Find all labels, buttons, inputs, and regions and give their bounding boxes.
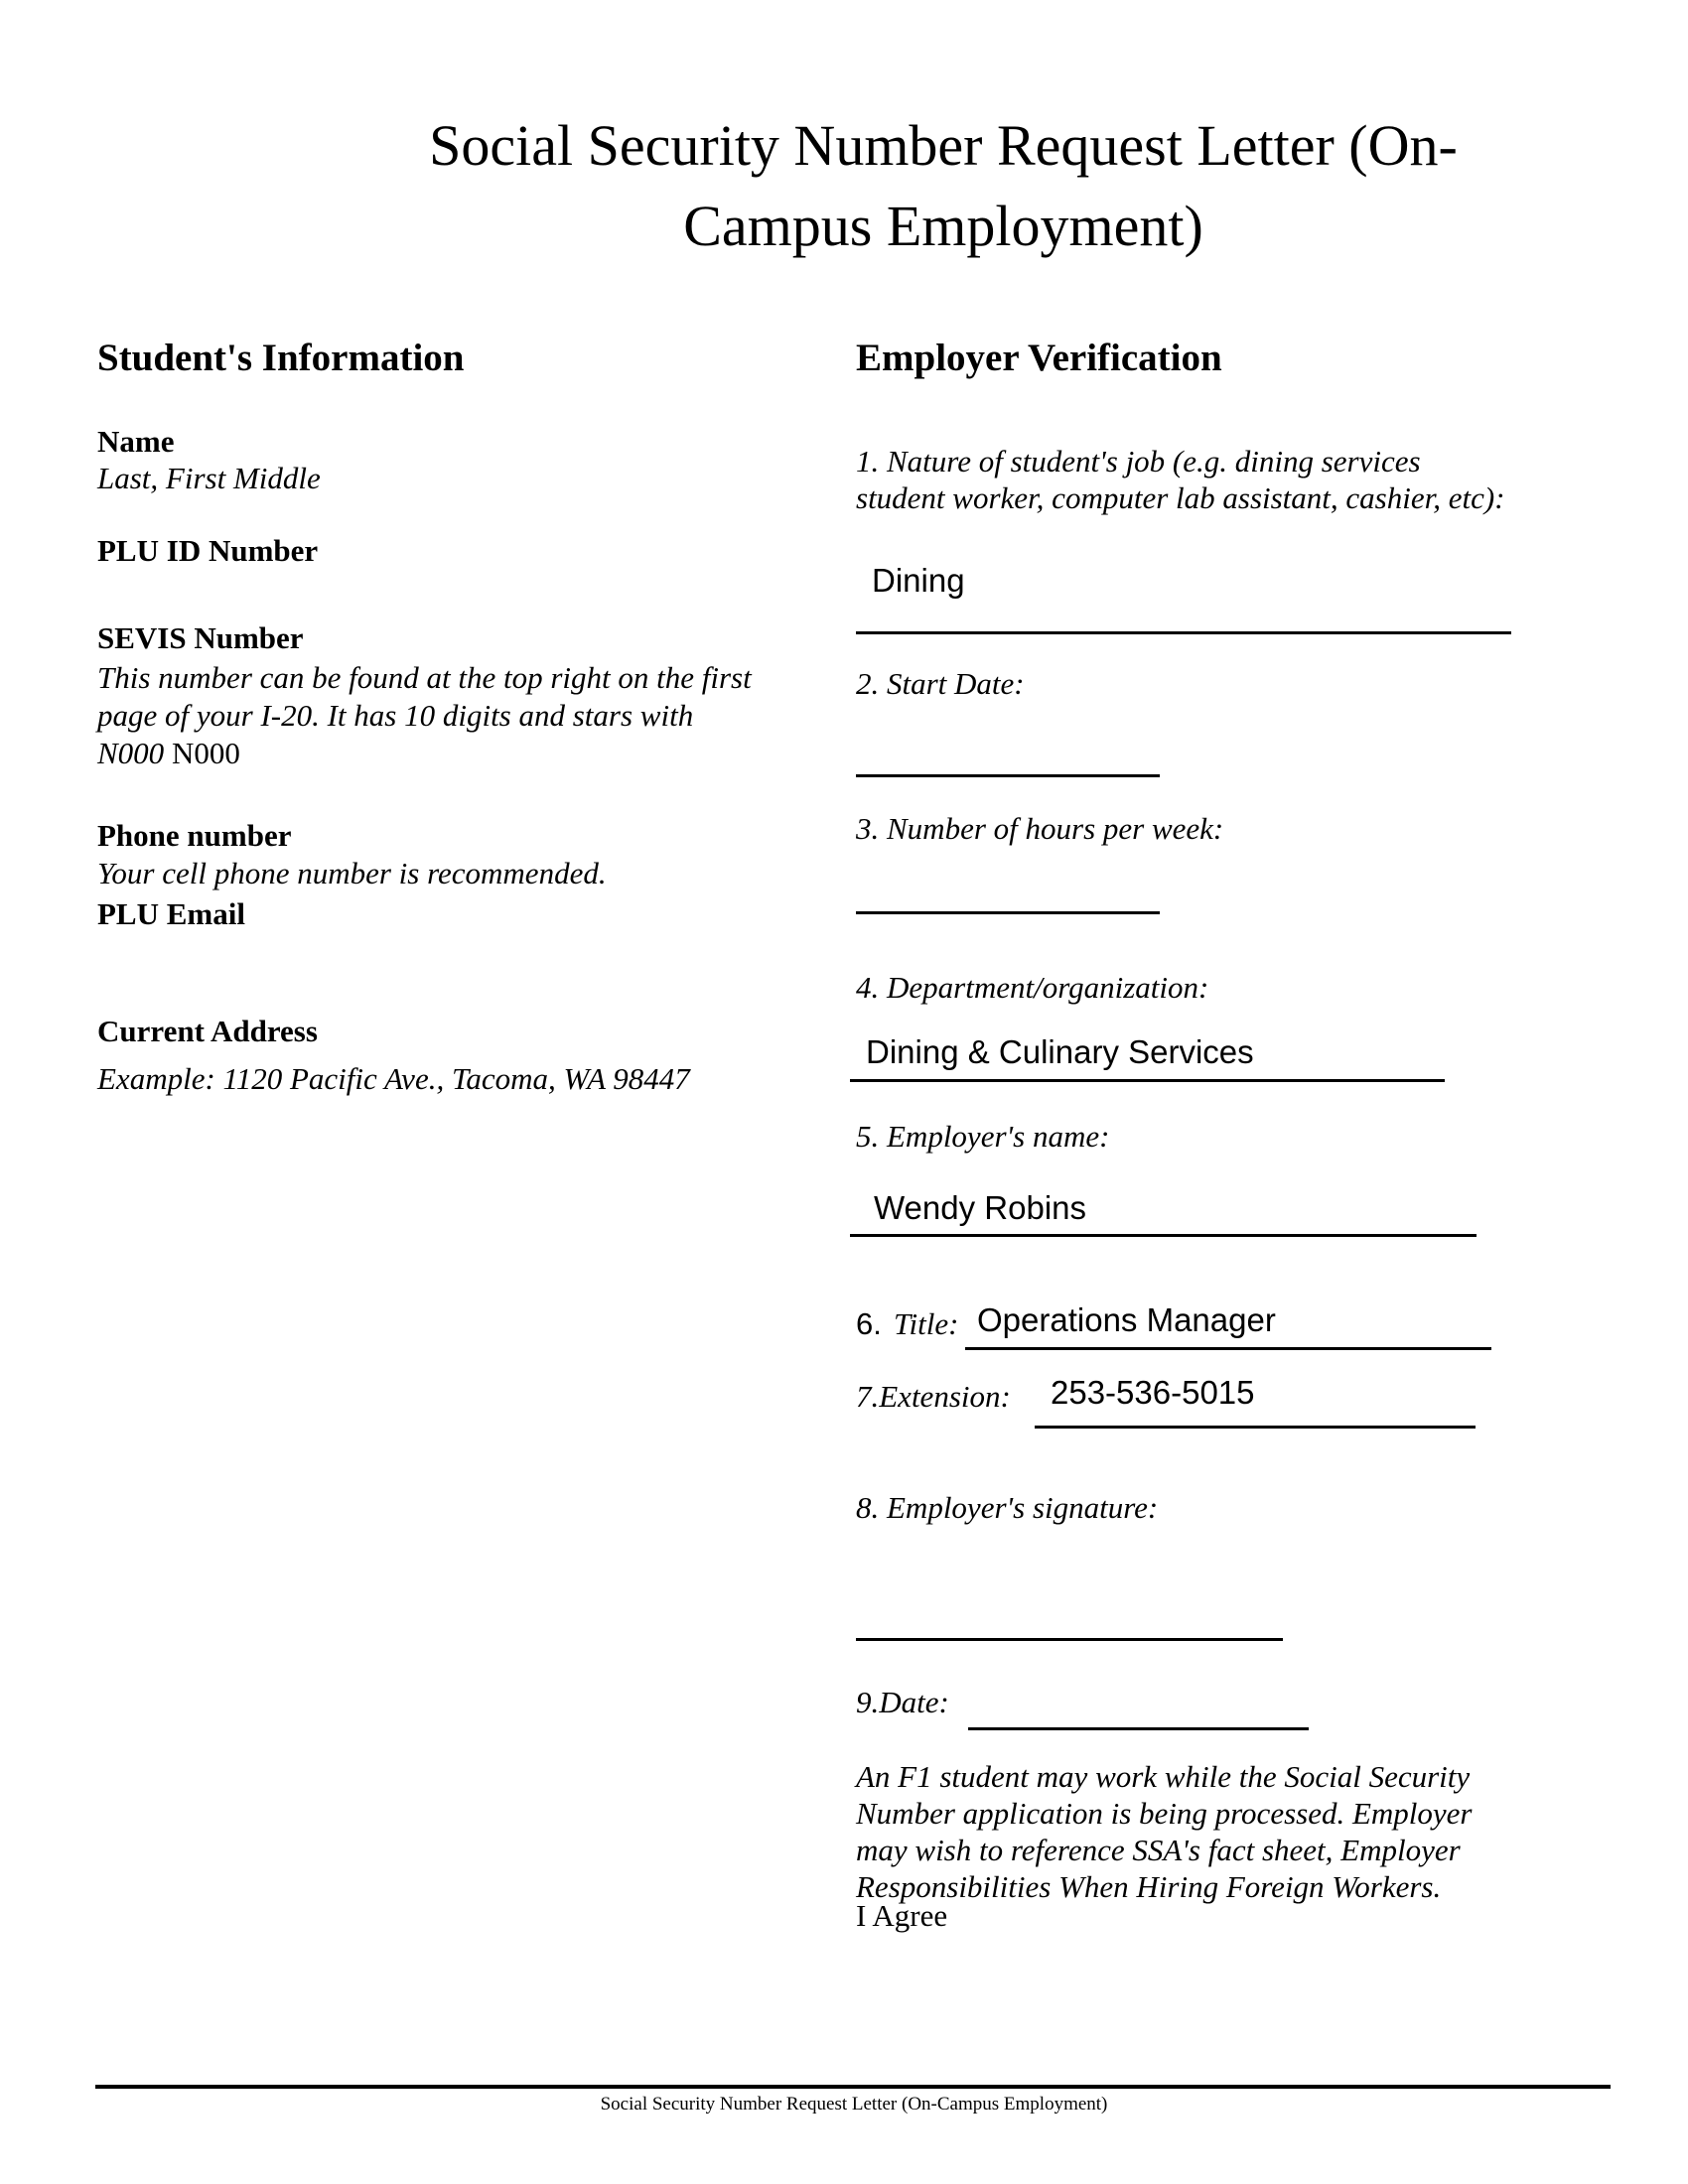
employer-section-heading: Employer Verification bbox=[856, 337, 1222, 379]
q8-signature-line[interactable] bbox=[856, 1638, 1283, 1641]
page-title-line1: Social Security Number Request Letter (On- bbox=[429, 113, 1458, 178]
plu-email-label: PLU Email bbox=[97, 896, 245, 931]
note-line2: Number application is being processed. Employer bbox=[856, 1796, 1473, 1831]
page-title bbox=[248, 105, 1638, 266]
i-agree-text: I Agree bbox=[856, 1898, 948, 1933]
name-hint: Last, First Middle bbox=[97, 461, 321, 495]
sevis-hint bbox=[97, 659, 832, 772]
q1-answer-line[interactable] bbox=[856, 631, 1511, 634]
q7-answer-value[interactable]: 253-536-5015 bbox=[1051, 1374, 1255, 1411]
note-line1: An F1 student may work while the Social Security bbox=[856, 1759, 1471, 1794]
sevis-label: SEVIS Number bbox=[97, 620, 304, 655]
q4-answer-value[interactable]: Dining & Culinary Services bbox=[866, 1033, 1254, 1070]
q5-answer-value[interactable]: Wendy Robins bbox=[874, 1189, 1087, 1226]
q1-answer-value[interactable]: Dining bbox=[872, 562, 965, 599]
current-address-label: Current Address bbox=[97, 1014, 318, 1048]
q5-answer-line[interactable] bbox=[850, 1234, 1477, 1237]
q4-label: 4. Department/organization: bbox=[856, 970, 1209, 1005]
q8-label: 8. Employer's signature: bbox=[856, 1490, 1159, 1525]
q6-label: Title: bbox=[894, 1306, 959, 1341]
page-title-line2: Campus Employment) bbox=[683, 194, 1203, 258]
q1-label-line2: student worker, computer lab assistant, cashier, etc): bbox=[856, 480, 1505, 515]
q3-answer-line[interactable] bbox=[856, 911, 1160, 914]
q7-answer-line[interactable] bbox=[1035, 1426, 1476, 1429]
f1-student-note bbox=[856, 1758, 1551, 1905]
note-line4: Responsibilities When Hiring Foreign Workers. bbox=[856, 1869, 1442, 1904]
q1-label-line1: 1. Nature of student's job (e.g. dining services bbox=[856, 444, 1421, 478]
footer-divider bbox=[95, 2085, 1611, 2089]
student-section-heading: Student's Information bbox=[97, 337, 465, 379]
plu-id-label: PLU ID Number bbox=[97, 533, 319, 568]
q1-label bbox=[856, 443, 1591, 516]
sevis-n000-italic: N000 bbox=[97, 736, 165, 770]
sevis-hint-line2: page of your I-20. It has 10 digits and stars with bbox=[97, 698, 694, 733]
q7-label: 7.Extension: bbox=[856, 1379, 1011, 1414]
phone-label: Phone number bbox=[97, 818, 292, 853]
q2-label: 2. Start Date: bbox=[856, 666, 1025, 701]
sevis-hint-line3 bbox=[97, 735, 832, 772]
phone-hint: Your cell phone number is recommended. bbox=[97, 856, 607, 890]
q9-label: 9.Date: bbox=[856, 1685, 949, 1719]
q9-answer-line[interactable] bbox=[968, 1727, 1309, 1730]
name-label: Name bbox=[97, 424, 175, 459]
q4-answer-line[interactable] bbox=[850, 1079, 1445, 1082]
current-address-hint: Example: 1120 Pacific Ave., Tacoma, WA 98447 bbox=[97, 1061, 690, 1096]
q6-answer-value[interactable]: Operations Manager bbox=[977, 1301, 1276, 1338]
q6-number: 6. bbox=[856, 1306, 882, 1341]
q5-label: 5. Employer's name: bbox=[856, 1119, 1110, 1154]
footer-title: Social Security Number Request Letter (On-Campus Employment) bbox=[600, 2094, 1108, 2115]
q3-label: 3. Number of hours per week: bbox=[856, 811, 1224, 846]
note-line3: may wish to reference SSA's fact sheet, Employer bbox=[856, 1833, 1461, 1867]
sevis-n000-regular: N000 bbox=[171, 736, 240, 770]
sevis-hint-line1: This number can be found at the top right on the first bbox=[97, 660, 752, 695]
q6-answer-line[interactable] bbox=[965, 1347, 1491, 1350]
q2-answer-line[interactable] bbox=[856, 774, 1160, 777]
